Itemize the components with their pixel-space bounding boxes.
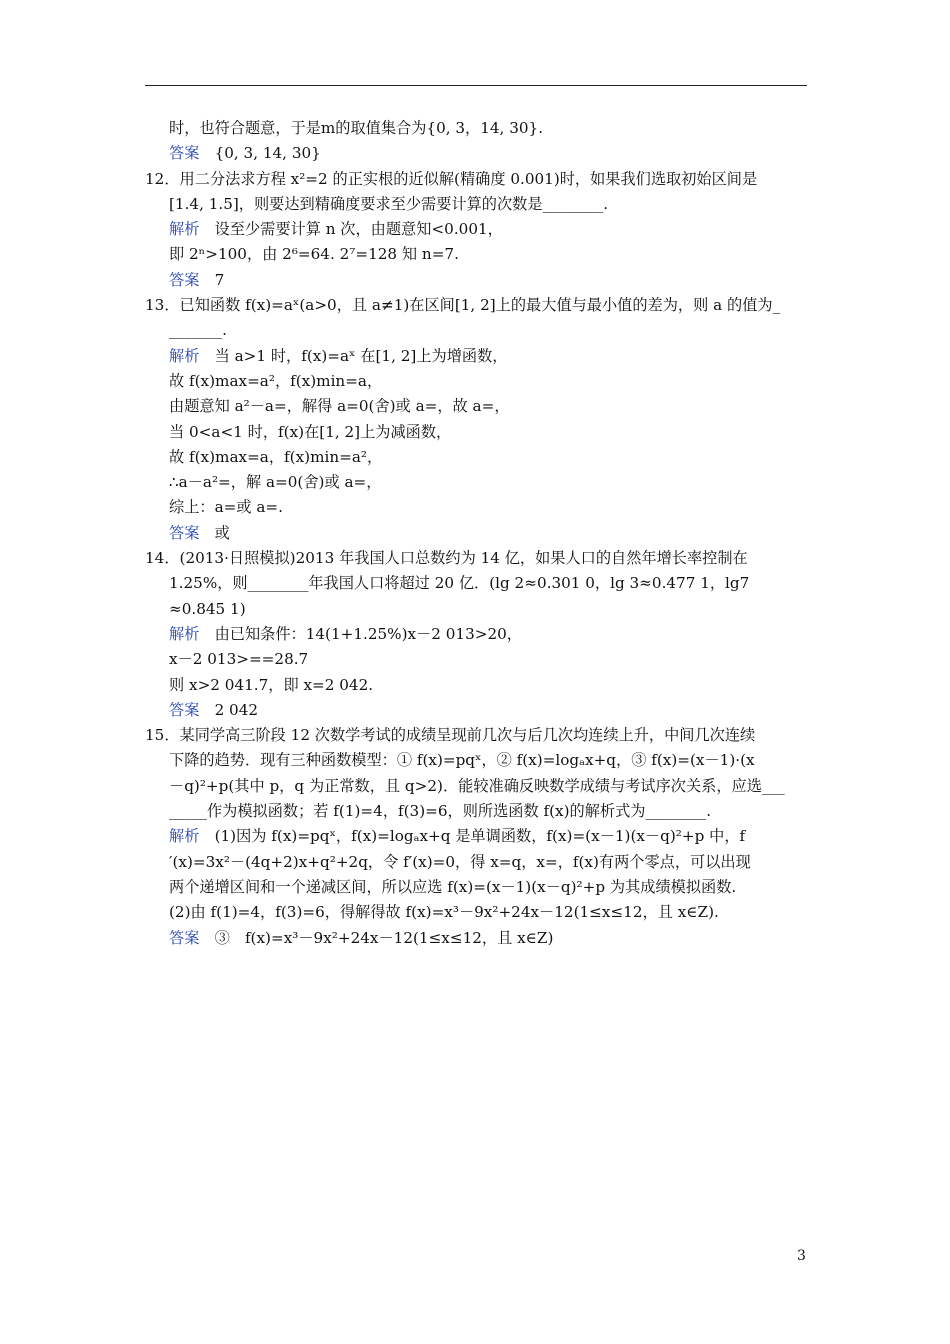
text-line: ∴a－a²=，解 a=0(舍)或 a=， xyxy=(169,473,382,492)
header-rule xyxy=(145,85,807,86)
question-13: 13．已知函数 f(x)=aˣ(a>0，且 a≠1)在区间[1, 2]上的最大值与最小值的差为，则 a 的值为_ xyxy=(145,296,781,315)
analysis-label: 解析 xyxy=(169,220,200,239)
answer-label: 答案 xyxy=(169,144,200,163)
text-line: x－2 013>==28.7 xyxy=(169,650,309,669)
answer-label: 答案 xyxy=(169,523,200,542)
text-line: 下降的趋势．现有三种函数模型：① f(x)=pqˣ，② f(x)=logₐx+q，③ f(x)=(x－1)·(x xyxy=(169,751,755,770)
analysis-label: 解析 xyxy=(169,827,200,846)
text-line: 当 0<a<1 时，f(x)在[1, 2]上为减函数， xyxy=(169,422,452,441)
answer-line: 答案 2 042 xyxy=(169,700,259,719)
answer-line: 答案 {0, 3, 14, 30} xyxy=(169,144,321,163)
text-line: 则 x>2 041.7，即 x=2 042. xyxy=(169,675,374,694)
text-line: (2)由 f(1)=4，f(3)=6，得解得故 f(x)=x³－9x²+24x－12(1≤x≤12，且 x∈Z). xyxy=(169,903,719,922)
page-number: 3 xyxy=(797,1248,806,1264)
text-line: 时，也符合题意，于是m的取值集合为{0, 3，14, 30}. xyxy=(169,119,544,137)
text-line: 故 f(x)max=a²，f(x)min=a， xyxy=(169,371,383,390)
answer-label: 答案 xyxy=(169,928,200,947)
text-line: －q)²+p(其中 p，q 为正常数，且 q>2)．能较准确反映数学成绩与考试序次关系，应选___ xyxy=(169,776,785,795)
analysis-line: 解析 当 a>1 时，f(x)=aˣ 在[1, 2]上为增函数， xyxy=(169,346,508,365)
text-line: 1.25%，则________年我国人口将超过 20 亿．(lg 2≈0.301 0，lg 3≈0.477 1，lg7 xyxy=(169,574,750,593)
analysis-label: 解析 xyxy=(169,624,200,643)
text-line: _____作为模拟函数；若 f(1)=4，f(3)=6，则所选函数 f(x)的解析式为________. xyxy=(169,802,712,821)
answer-label: 答案 xyxy=(169,700,200,719)
text-line: ≈0.845 1) xyxy=(169,599,246,618)
text-line: 由题意知 a²－a=，解得 a=0(舍)或 a=，故 a=， xyxy=(169,397,510,416)
text-line: 即 2ⁿ>100，由 2⁶=64. 2⁷=128 知 n=7. xyxy=(169,245,459,264)
answer-line: 答案 7 xyxy=(169,270,225,289)
analysis-line: 解析 (1)因为 f(x)=pqˣ，f(x)=logₐx+q 是单调函数，f(x)=(x－1)(x－q)²+p 中，f xyxy=(169,827,746,846)
question-15: 15．某同学高三阶段 12 次数学考试的成绩呈现前几次与后几次均连续上升，中间几次连续 xyxy=(145,726,756,745)
text-line: 故 f(x)max=a，f(x)min=a²， xyxy=(169,447,383,466)
text-line: 两个递增区间和一个递减区间，所以应选 f(x)=(x－1)(x－q)²+p 为其成绩模拟函数. xyxy=(169,877,737,896)
text-line: ′(x)=3x²－(4q+2)x+q²+2q，令 f′(x)=0，得 x=q，x=，f(x)有两个零点，可以出现 xyxy=(169,852,751,871)
text-line: _______. xyxy=(169,321,227,340)
question-14: 14．(2013·日照模拟)2013 年我国人口总数约为 14 亿，如果人口的自然年增长率控制在 xyxy=(145,549,748,568)
question-12: 12．用二分法求方程 x²=2 的正实根的近似解(精确度 0.001)时，如果我们选取初始区间是 xyxy=(145,169,758,188)
text-line: [1.4, 1.5]，则要达到精确度要求至少需要计算的次数是________. xyxy=(169,194,609,213)
document-body xyxy=(145,116,810,951)
text-line: 综上：a=或 a=. xyxy=(169,498,283,517)
answer-label: 答案 xyxy=(169,270,200,289)
answer-line: 答案 ③ f(x)=x³－9x²+24x－12(1≤x≤12，且 x∈Z) xyxy=(169,928,554,947)
analysis-line: 解析 设至少需要计算 n 次，由题意知<0.001， xyxy=(169,220,503,239)
answer-line: 答案 或 xyxy=(169,523,230,542)
analysis-label: 解析 xyxy=(169,346,200,365)
analysis-line: 解析 由已知条件：14(1+1.25%)x－2 013>20， xyxy=(169,624,522,643)
